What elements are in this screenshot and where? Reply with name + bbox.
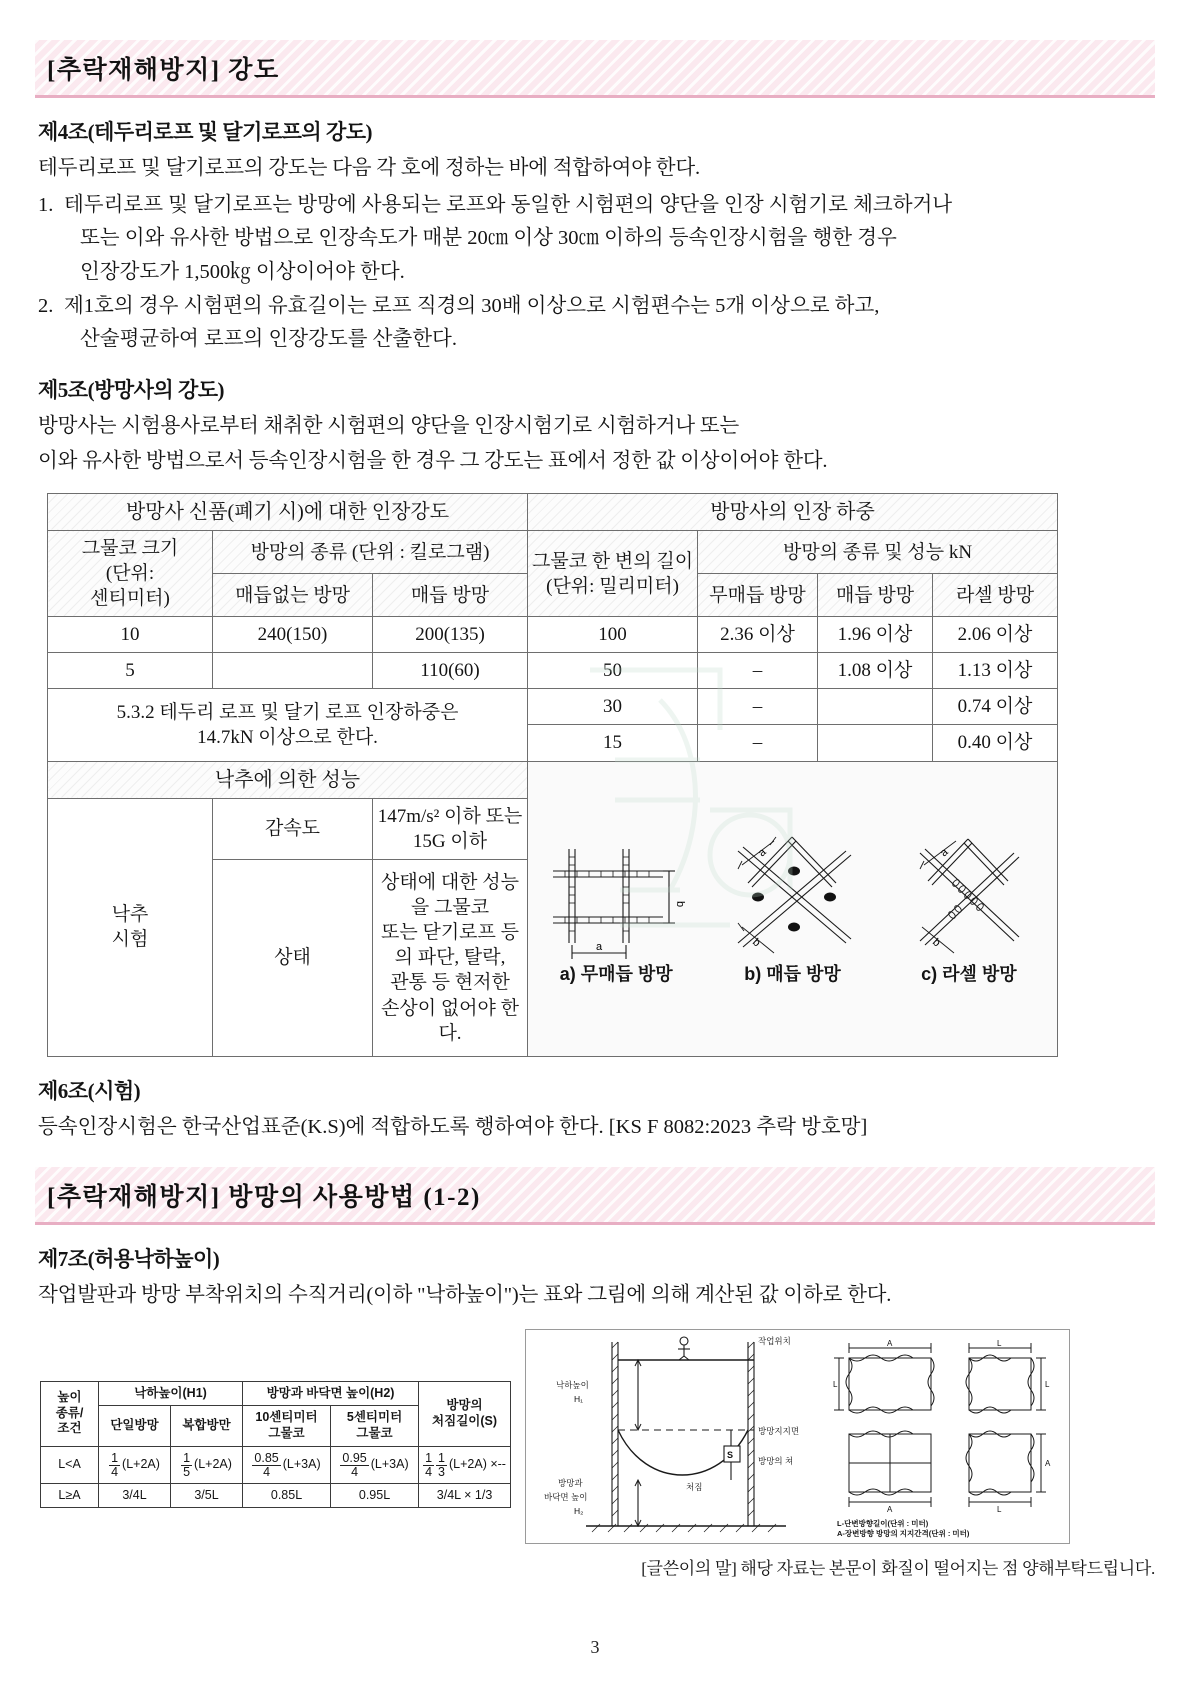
- cell-side-length: 30: [528, 689, 698, 725]
- state-line: 관통 등 현저한: [390, 972, 510, 994]
- col-header-10cm-mesh: [243, 1406, 331, 1446]
- cell-raschel: 1.13 이상: [933, 653, 1058, 689]
- mesh10-line2: 그물코: [268, 1425, 305, 1440]
- plan-dim-a-3: A: [1045, 1458, 1051, 1468]
- cell-side-length: 50: [528, 653, 698, 689]
- cell-mesh-size: 10: [48, 617, 213, 653]
- col-header-knotted-net: 매듭 방망: [373, 574, 528, 617]
- drop-test-label-line2: 시험: [111, 929, 149, 951]
- page-number: 3: [590, 1637, 600, 1657]
- section-banner-usage: [35, 1167, 1155, 1225]
- table-row: [48, 617, 1058, 653]
- frac-denominator: 4: [425, 1464, 433, 1479]
- net-diagram-captions: [528, 961, 1057, 993]
- mesh5-line2: 그물코: [356, 1425, 393, 1440]
- cell-knotted: 110(60): [373, 653, 528, 689]
- note-line-1: 5.3.2 테두리 로프 및 달기 로프 인장하중은: [116, 701, 459, 723]
- cell-no-knot: –: [698, 725, 818, 761]
- table-row: [48, 531, 1058, 574]
- frac-numerator: 1: [425, 1450, 433, 1465]
- fig-label-floor-1: 방망과: [558, 1477, 583, 1488]
- cell-5cm-mesh: [331, 1446, 419, 1483]
- cell-knot: [818, 689, 933, 725]
- allowable-drop-height-table: [40, 1381, 511, 1509]
- col-header-h2-group: 방망과 바닥면 높이(H2): [243, 1381, 419, 1406]
- plan-dim-l-3: L: [1045, 1379, 1050, 1389]
- col-header-double-net: 복합방만: [171, 1406, 243, 1446]
- net-caption-knotted: b) 매듭 방망: [744, 963, 841, 984]
- frac-numerator: 0.85: [254, 1450, 279, 1465]
- col-header-single-net: 단일방망: [99, 1406, 171, 1446]
- cell-deceleration-value: 147m/s² 이하 또는 15G 이하: [373, 798, 528, 859]
- list-item: [38, 189, 1155, 289]
- cell-side-length: 100: [528, 617, 698, 653]
- list-item-line: 또는 이와 유사한 방법으로 인장속도가 매분 20㎝ 이상 30㎝ 이하의 등속인장시험을 행한 경우: [80, 227, 897, 250]
- frac-numerator: 1: [111, 1450, 119, 1465]
- drop-test-label: [48, 798, 213, 1056]
- frac-tail: (L+3A): [370, 1457, 409, 1472]
- cell-knot: 1.08 이상: [818, 653, 933, 689]
- cell-mesh-size: 5: [48, 653, 213, 689]
- table-row: [41, 1381, 511, 1406]
- corner-line2: 종류/: [55, 1405, 84, 1420]
- state-line: 손상이 없어야 한다.: [381, 997, 519, 1044]
- drop-test-label-line1: 낙추: [111, 904, 149, 926]
- height-table-wrap: [35, 1329, 511, 1509]
- table-row: [48, 761, 1058, 798]
- article-6-line: 등속인장시험은 한국산업표준(K.S)에 적합하도록 행하여야 한다. [KS F 8082:2023 추락 방호망]: [38, 1115, 868, 1138]
- net-caption-knotless: a) 무매듭 방망: [559, 963, 673, 984]
- list-item: [38, 290, 1155, 356]
- frac-numerator: 1: [183, 1450, 191, 1465]
- cell-no-knot: –: [698, 689, 818, 725]
- col-header-sag-length: [419, 1381, 511, 1446]
- cell-raschel: 0.74 이상: [933, 689, 1058, 725]
- plan-dim-l-2: L: [997, 1338, 1002, 1348]
- frac-numerator: 1: [438, 1450, 445, 1465]
- col-header-h1-group: 낙하높이(H1): [99, 1381, 243, 1406]
- list-item-number: 2.: [38, 294, 54, 317]
- mesh10-line1: 10센티미터: [255, 1410, 318, 1425]
- dim-label-b: b: [674, 900, 687, 907]
- dim-label-b: b: [749, 936, 763, 950]
- cell-state-value: [373, 860, 528, 1057]
- note-line-2: 14.7kN 이상으로 한다.: [197, 726, 378, 748]
- col-header-knot-net: 매듭 방망: [818, 574, 933, 617]
- author-footnote: [글쓴이의 말] 해당 자료는 본문이 화질이 떨어지는 점 양해부탁드립니다.: [641, 1558, 1155, 1578]
- table-row: [48, 493, 1058, 530]
- col-header-mesh-size: [48, 531, 213, 617]
- fig-label-floor-3: H₂: [574, 1505, 584, 1516]
- frac-denominator: 3: [438, 1464, 445, 1479]
- corner-line1: 높이: [57, 1390, 82, 1405]
- col-header-mesh-size-line2: (단위:: [105, 563, 155, 585]
- col-header-side-length: [528, 531, 698, 617]
- article-7-heading: 제7조(허용낙하높이): [38, 1247, 220, 1272]
- section-banner-usage-text: [추락재해방지] 방망의 사용방법 (1-2): [47, 1183, 481, 1211]
- cell-condition: L<A: [41, 1446, 99, 1483]
- fig-label-drop-height-2: H₁: [574, 1393, 584, 1404]
- cell-raschel: 2.06 이상: [933, 617, 1058, 653]
- frac-denominator: 4: [111, 1464, 119, 1479]
- list-item-body: [64, 189, 1155, 289]
- list-item-number: 1.: [38, 194, 54, 217]
- col-header-no-knot-net: 무매듭 방망: [698, 574, 818, 617]
- plan-dim-l-1: L: [833, 1379, 838, 1389]
- col-header-net-type-kg: 방망의 종류 (단위 : 킬로그램): [213, 531, 528, 574]
- fig-label-drop-height-1: 낙하높이: [556, 1379, 589, 1390]
- cell-sag-length: 3/4L × 1/3: [419, 1483, 511, 1508]
- frac-denominator: 4: [263, 1464, 271, 1479]
- col-header-raschel-net: 라셀 방망: [933, 574, 1058, 617]
- table-row: [48, 653, 1058, 689]
- fig-label-floor-2: 바닥면 높이: [544, 1491, 588, 1502]
- article-5-line-1: 방망사는 시험용사로부터 채취한 시험편의 양단을 인장시험기로 시험하거나 또는: [38, 415, 739, 438]
- group-header-tensile-load: 방망사의 인장 하중: [528, 493, 1058, 530]
- cell-state-label: 상태: [213, 860, 373, 1057]
- cell-10cm-mesh: [243, 1446, 331, 1483]
- state-line: 상태에 대한 성능을 그물코: [381, 872, 519, 919]
- cell-no-knot: –: [698, 653, 818, 689]
- col-header-side-length-line2: (단위: 밀리미터): [546, 575, 679, 597]
- cell-knot: 1.96 이상: [818, 617, 933, 653]
- net-caption-raschel: c) 라셀 방망: [921, 963, 1017, 984]
- fig-label-sag: 처짐: [686, 1481, 703, 1492]
- strength-table: [47, 493, 1058, 1057]
- cell-no-knot: 2.36 이상: [698, 617, 818, 653]
- frac-tail: (L+3A): [282, 1457, 321, 1472]
- article-5-line-2: 이와 유사한 방법으로서 등속인장시험을 한 경우 그 강도는 표에서 정한 값 이상이어야 한다.: [38, 450, 828, 473]
- article-4-intro: 테두리로프 및 달기로프의 강도는 다음 각 호에 정하는 바에 적합하여야 한다.: [38, 157, 700, 179]
- drop-height-figure: [525, 1329, 1070, 1544]
- col-header-5cm-mesh: [331, 1406, 419, 1446]
- dim-label-a: a: [937, 845, 951, 859]
- plan-dim-a-2: A: [887, 1504, 893, 1514]
- cell-double-net: 3/5L: [171, 1483, 243, 1508]
- cell-double-net: [171, 1446, 243, 1483]
- list-item-body: [64, 290, 1155, 356]
- frac-tail: (L+2A): [122, 1457, 160, 1472]
- cell-sag-length: [419, 1446, 511, 1483]
- dim-label-a: a: [596, 940, 603, 953]
- col-header-mesh-size-line1: 그물코 크기: [81, 538, 179, 560]
- cell-10cm-mesh: 0.85L: [243, 1483, 331, 1508]
- elevation-diagram: [526, 1330, 831, 1543]
- state-line: 또는 닫기로프 등의 파단, 탈락,: [381, 922, 519, 969]
- cell-knotless: [213, 653, 373, 689]
- mesh5-line1: 5센티미터: [346, 1410, 403, 1425]
- table-row: [48, 689, 1058, 725]
- cell-knotted: 200(135): [373, 617, 528, 653]
- drop-performance-title: 낙추에 의한 성능: [48, 761, 528, 798]
- cell-5cm-mesh: 0.95L: [331, 1483, 419, 1508]
- col-header-side-length-line1: 그물코 한 변의 길이: [531, 550, 694, 572]
- sag-line1: 방망의: [446, 1397, 483, 1412]
- list-item-line: 산술평균하여 로프의 인장강도를 산출한다.: [80, 328, 457, 351]
- article-6-heading: 제6조(시험): [38, 1078, 141, 1103]
- col-header-mesh-size-line3: 센티미터): [90, 588, 170, 610]
- cell-single-net: 3/4L: [99, 1483, 171, 1508]
- net-diagram-row: [528, 825, 1057, 961]
- table-row: [41, 1446, 511, 1483]
- knotless-net-icon: [541, 831, 691, 961]
- col-header-type-condition: [41, 1381, 99, 1446]
- plan-views-diagram: [831, 1330, 1069, 1543]
- frac-tail: (L+2A) ×--: [449, 1457, 506, 1472]
- corner-line3: 조건: [57, 1421, 82, 1436]
- list-item-line: 제1호의 경우 시험편의 유효길이는 로프 직경의 30배 이상으로 시험편수는 5개 이상으로 하고,: [64, 294, 880, 317]
- cell-raschel: 0.40 이상: [933, 725, 1058, 761]
- fig-label-s: S: [727, 1449, 734, 1460]
- bottom-content: [35, 1329, 1155, 1544]
- plan-dim-a-1: A: [887, 1338, 893, 1348]
- col-header-knotless-net: 매듭없는 방망: [213, 574, 373, 617]
- fig-label-work-position: 작업위치: [758, 1335, 791, 1346]
- knotted-net-icon: [718, 831, 868, 961]
- article-4-list: [38, 189, 1155, 356]
- article-7-line: 작업발판과 방망 부착위치의 수직거리(이하 "낙하높이")는 표와 그림에 의해 계산된 값 이하로 한다.: [38, 1284, 892, 1307]
- cell-knot: [818, 725, 933, 761]
- cell-side-length: 15: [528, 725, 698, 761]
- dim-label-b: b: [929, 936, 943, 950]
- article-5-heading: 제5조(방망사의 강도): [38, 378, 225, 403]
- cell-knotless: 240(150): [213, 617, 373, 653]
- frac-denominator: 4: [351, 1464, 359, 1479]
- net-diagram-cell: [528, 761, 1058, 1056]
- cell-deceleration-label: 감속도: [213, 798, 373, 859]
- group-header-tensile-strength: 방망사 신품(폐기 시)에 대한 인장강도: [48, 493, 528, 530]
- fig-label-net-support: 방망지지면: [758, 1425, 800, 1436]
- frac-tail: (L+2A): [194, 1457, 232, 1472]
- article-4-heading: 제4조(테두리로프 및 달기로프의 강도): [38, 120, 373, 144]
- col-header-net-type-kn: 방망의 종류 및 성능 kN: [698, 531, 1058, 574]
- raschel-net-icon: [894, 831, 1044, 961]
- note-rope-tensile-load: [48, 689, 528, 761]
- fig-label-net-width: 방망의 쳐: [758, 1455, 794, 1466]
- cell-condition: L≥A: [41, 1483, 99, 1508]
- table-row: [41, 1483, 511, 1508]
- figure-legend-line-2: A-장변방향 방망의 지지간격(단위 : 미터): [837, 1528, 970, 1538]
- section-banner-strength-text: [추락재해방지] 강도: [47, 56, 280, 84]
- frac-denominator: 5: [183, 1464, 191, 1479]
- frac-numerator: 0.95: [342, 1450, 367, 1465]
- list-item-line: 테두리로프 및 달기로프는 방망에 사용되는 로프와 동일한 시험편의 양단을 인장 시험기로 체크하거나: [64, 194, 953, 217]
- sag-line2: 처짐길이(S): [432, 1413, 498, 1428]
- list-item-line: 인장강도가 1,500㎏ 이상이어야 한다.: [80, 260, 405, 283]
- section-banner-strength: [35, 40, 1155, 98]
- dim-label-a: a: [755, 845, 769, 859]
- figure-legend-line-1: L-단변방향길이(단위 : 미터): [837, 1518, 929, 1528]
- cell-single-net: [99, 1446, 171, 1483]
- plan-dim-l-4: L: [997, 1504, 1002, 1514]
